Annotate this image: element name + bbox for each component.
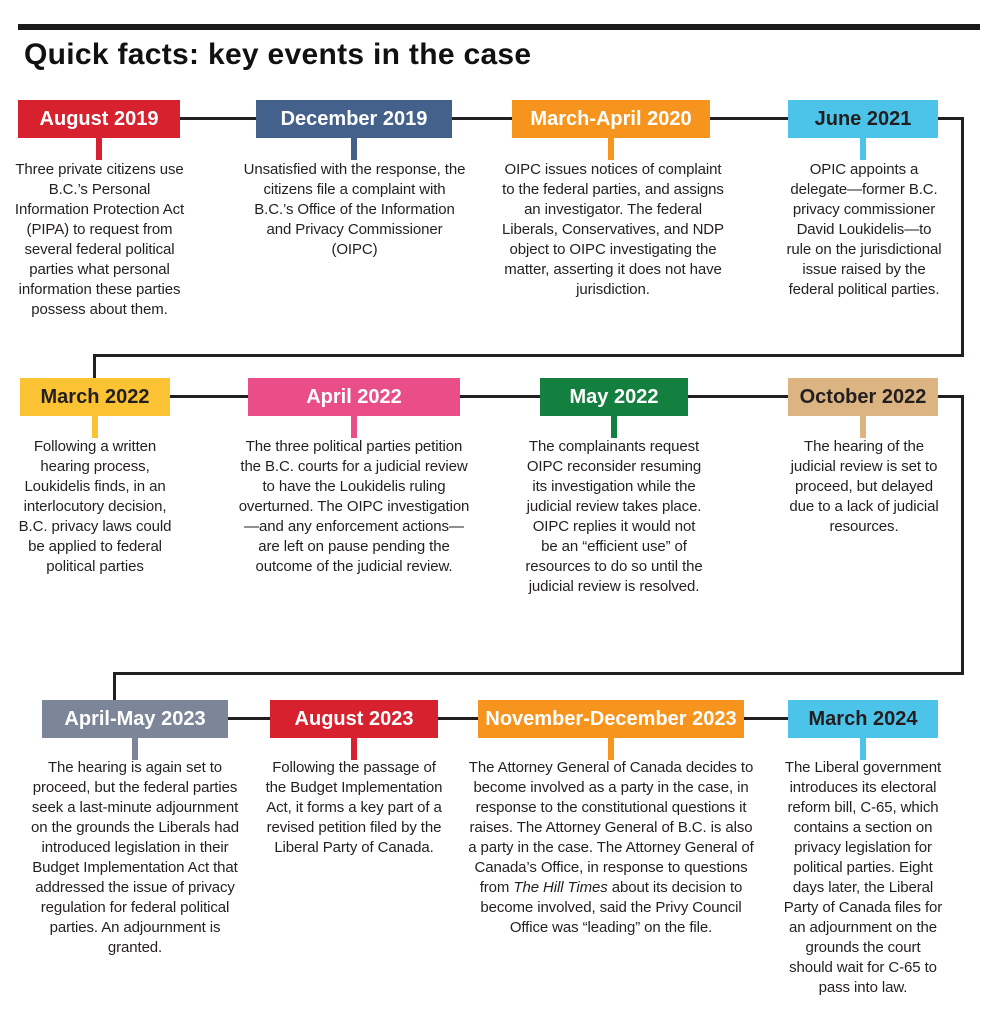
stem-june-2021 (860, 138, 866, 160)
stem-october-2022 (860, 416, 866, 438)
event-text-march-2022: Following a written hearing process, Loukidelis finds, in an interlocutory decision, B.C. privacy laws could be applied to federal political parties (18, 438, 172, 575)
stem-april-may-2023 (132, 738, 138, 760)
stem-november-december-2023 (608, 738, 614, 760)
stem-august-2019 (96, 138, 102, 160)
timeline-drop-line-1 (93, 354, 96, 380)
date-label: May 2022 (569, 385, 659, 408)
stem-may-2022 (611, 416, 617, 438)
event-text-march-april-2020: OIPC issues notices of complaint to the federal parties, and assigns an investigator. The federal Liberals, Conservatives, and NDP object to OIPC investigating the matter, asserting it does not have jurisdiction. (502, 161, 724, 298)
stem-april-2022 (351, 416, 357, 438)
date-box-april-2022 (248, 378, 460, 416)
event-text-august-2019: Three private citizens use B.C.’s Personal Information Protection Act (PIPA) to request from several federal political parties what personal information these parties possess about them. (14, 161, 185, 318)
event-text-march-2024: The Liberal government introduces its electoral reform bill, C-65, which contains a section on privacy legislation for political parties. Eight days later, the Liberal Party of Canada files for an adjournment on the grounds the court should wait for C-65 to pass into law. (783, 759, 943, 996)
date-label: August 2023 (294, 707, 414, 730)
stem-march-april-2020 (608, 138, 614, 160)
timeline-connector-r2-1 (170, 395, 248, 398)
date-label: March-April 2020 (530, 107, 692, 130)
date-box-august-2023 (270, 700, 438, 738)
date-label: March 2024 (808, 707, 918, 730)
timeline-drop-line-2 (113, 672, 116, 702)
timeline-connector-r1-2 (452, 117, 512, 120)
timeline-return-line-2 (115, 672, 964, 675)
event-text-may-2022: The complainants request OIPC reconsider resuming its investigation while the judicial review takes place. OIPC replies it would not be an “efficient use” of resources to do so until the judicial review is resolved. (525, 438, 703, 595)
date-box-march-2022 (20, 378, 170, 416)
date-label: April 2022 (306, 385, 402, 408)
stem-december-2019 (351, 138, 357, 160)
event-text-october-2022: The hearing of the judicial review is set to proceed, but delayed due to a lack of judicial resources. (789, 438, 939, 535)
date-box-may-2022 (540, 378, 688, 416)
event-text-august-2023: Following the passage of the Budget Implementation Act, it forms a key part of a revised petition filed by the Liberal Party of Canada. (265, 759, 443, 856)
date-box-august-2019 (18, 100, 180, 138)
date-label: November-December 2023 (485, 707, 737, 730)
page-title: Quick facts: key events in the case (24, 38, 532, 71)
timeline-right-rail-1 (961, 117, 964, 357)
date-box-april-may-2023 (42, 700, 228, 738)
date-box-october-2022 (788, 378, 938, 416)
event-text-april-may-2023: The hearing is again set to proceed, but the federal parties seek a last-minute adjournment on the grounds the Liberals had introduced legislation in their Budget Implementation Act that addressed the issue of privacy regulation for federal political parties. An adjournment is granted. (31, 759, 239, 956)
event-text-april-2022: The three political parties petition the B.C. courts for a judicial review to have the Loukidelis ruling overturned. The OIPC investigation—and any enforcement actions—are left on pause pending the outcome of the judicial review. (238, 438, 470, 575)
date-label: August 2019 (39, 107, 159, 130)
date-label: March 2022 (40, 385, 150, 408)
timeline-connector-r3-1 (228, 717, 270, 720)
date-box-december-2019 (256, 100, 452, 138)
event-text-december-2019: Unsatisfied with the response, the citizens file a complaint with B.C.’s Office of the Information and Privacy Commissioner (OIPC) (243, 161, 466, 258)
timeline-right-rail-2 (961, 395, 964, 675)
stem-august-2023 (351, 738, 357, 760)
stem-march-2024 (860, 738, 866, 760)
date-box-march-april-2020 (512, 100, 710, 138)
top-rule (18, 24, 980, 30)
date-label: June 2021 (814, 107, 912, 130)
date-label: October 2022 (799, 385, 927, 408)
date-box-march-2024 (788, 700, 938, 738)
timeline-connector-r2-3 (688, 395, 788, 398)
timeline-connector-r2-2 (460, 395, 540, 398)
timeline-connector-r3-2 (438, 717, 478, 720)
date-label: December 2019 (280, 107, 428, 130)
date-box-november-december-2023 (478, 700, 744, 738)
event-text-november-december-2023: The Attorney General of Canada decides to become involved as a party in the case, in response to the constitutional questions it raises. The Attorney General of B.C. is also a party in the case. The Attorney General of Canada’s Office, in response to questions from The Hill Times about its decision to become involved, said the Privy Council Office was “leading” on the file. (468, 759, 754, 936)
timeline-connector-r1-3 (710, 117, 788, 120)
date-label: April-May 2023 (64, 707, 206, 730)
timeline-connector-r1-1 (180, 117, 256, 120)
timeline-return-line-1 (95, 354, 964, 357)
stem-march-2022 (92, 416, 98, 438)
timeline-connector-r3-3 (744, 717, 788, 720)
event-text-june-2021: OPIC appoints a delegate—former B.C. privacy commissioner David Loukidelis—to rule on the jurisdictional issue raised by the federal political parties. (786, 161, 942, 298)
date-box-june-2021 (788, 100, 938, 138)
